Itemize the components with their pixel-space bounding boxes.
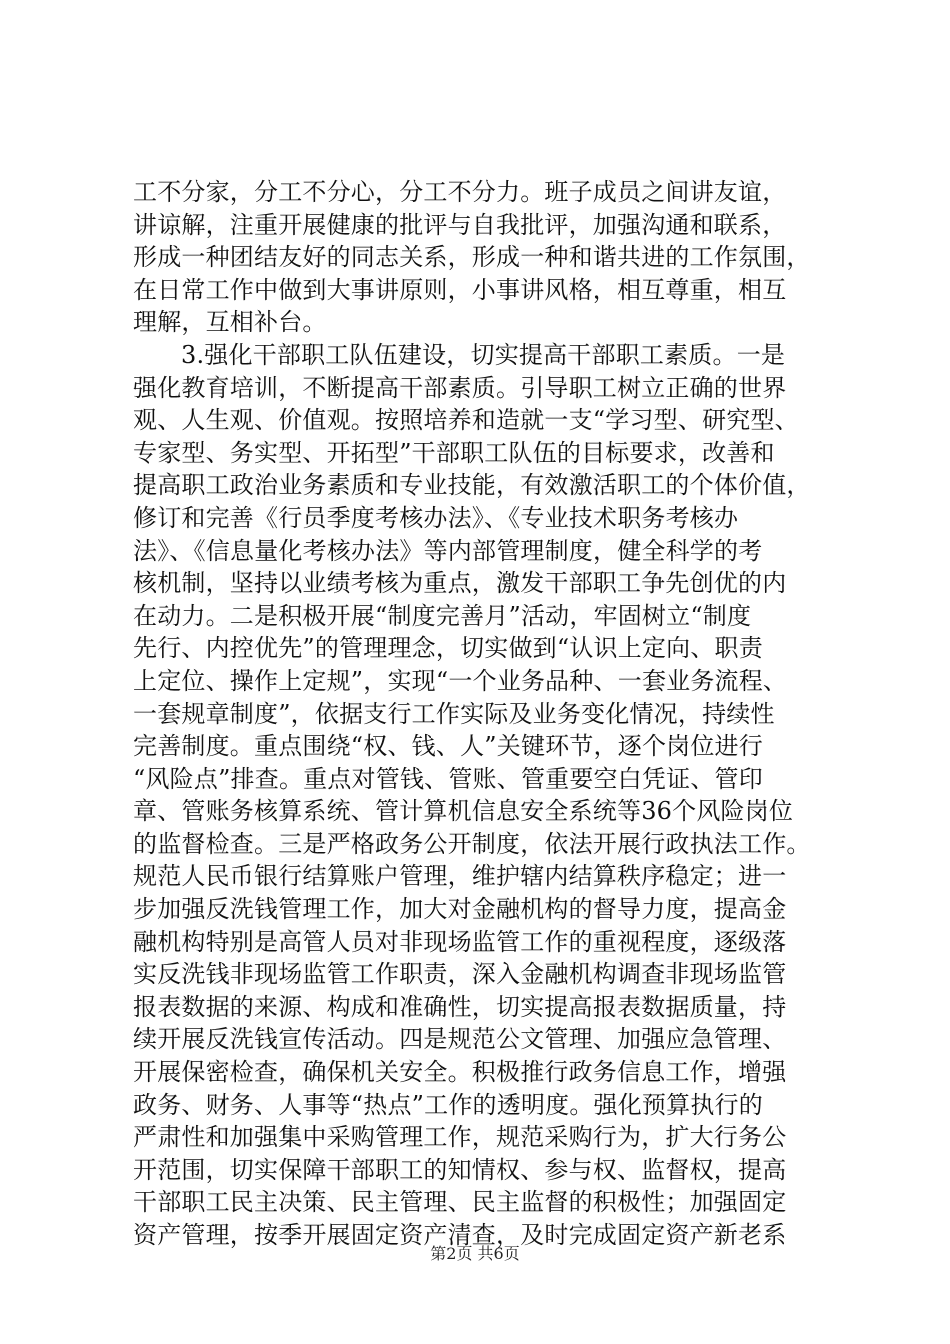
- text-line: 专家型、务实型、开拓型”干部职工队伍的目标要求，改善和: [133, 438, 775, 467]
- text-line: 在日常工作中做到大事讲原则，小事讲风格，相互尊重，相互: [133, 275, 787, 304]
- text-line: 形成一种团结友好的同志关系，形成一种和谐共进的工作氛围，: [133, 243, 811, 272]
- text-line: 规范人民币银行结算账户管理，维护辖内结算秩序稳定；进一: [133, 862, 787, 891]
- text-line: 上定位、操作上定规”，实现“一个业务品种、一套业务流程、: [133, 666, 788, 695]
- text-line: 在动力。二是积极开展“制度完善月”活动，牢固树立“制度: [133, 601, 752, 630]
- text-line: 干部职工民主决策、民主管理、民主监督的积极性；加强固定: [133, 1188, 787, 1217]
- text-line: 开范围，切实保障干部职工的知情权、参与权、监督权，提高: [133, 1155, 787, 1184]
- text-line: 核机制，坚持以业绩考核为重点，激发干部职工争先创优的内: [133, 569, 787, 598]
- text-line: 开展保密检查，确保机关安全。积极推行政务信息工作，增强: [133, 1058, 787, 1087]
- text-line: 严肃性和加强集中采购管理工作，规范采购行为，扩大行务公: [133, 1123, 787, 1152]
- text-line: 观、人生观、价值观。按照培养和造就一支“学习型、研究型、: [133, 406, 799, 435]
- text-line: 融机构特别是高管人员对非现场监管工作的重视程度，逐级落: [133, 927, 787, 956]
- text-line: 工不分家，分工不分心，分工不分力。班子成员之间讲友谊，: [133, 178, 787, 206]
- text-line: 章、管账务核算系统、管计算机信息安全系统等36个风险岗位: [133, 797, 794, 826]
- text-line: 完善制度。重点围绕“权、钱、人”关键环节，逐个岗位进行: [133, 732, 763, 761]
- page-number: 第2页 共6页: [430, 1244, 520, 1263]
- text-line: 先行、内控优先”的管理理念，切实做到“认识上定向、职责: [133, 634, 763, 663]
- text-line: 理解，互相补台。: [133, 308, 327, 337]
- text-line: 一套规章制度”，依据支行工作实际及业务变化情况，持续性: [133, 699, 775, 728]
- page-footer: [0, 1243, 950, 1265]
- text-line: 政务、财务、人事等“热点”工作的透明度。强化预算执行的: [133, 1090, 763, 1119]
- text-line: 步加强反洗钱管理工作，加大对金融机构的督导力度，提高金: [133, 895, 787, 924]
- body-text: [133, 176, 833, 1252]
- text-line: 的监督检查。三是严格政务公开制度，依法开展行政执法工作。: [133, 829, 811, 858]
- text-line: “风险点”排查。重点对管钱、管账、管重要空白凭证、管印: [133, 764, 763, 793]
- text-line: 续开展反洗钱宣传活动。四是规范公文管理、加强应急管理、: [133, 1025, 787, 1054]
- text-line: 修订和完善《行员季度考核办法》、《专业技术职务考核办: [133, 503, 739, 532]
- text-line: 提高职工政治业务素质和专业技能，有效激活职工的个体价值，: [133, 471, 811, 500]
- text-line: 法》、《信息量化考核办法》等内部管理制度，健全科学的考: [133, 536, 763, 565]
- text-line: 强化教育培训，不断提高干部素质。引导职工树立正确的世界: [133, 373, 787, 402]
- text-line: 资产管理，按季开展固定资产清查，及时完成固定资产新老系: [133, 1221, 787, 1249]
- text-line: 讲谅解，注重开展健康的批评与自我批评，加强沟通和联系，: [133, 210, 787, 239]
- text-line: 报表数据的来源、构成和准确性，切实提高报表数据质量，持: [133, 992, 787, 1021]
- paragraph-start-line: 3.强化干部职工队伍建设，切实提高干部职工素质。一是: [181, 340, 786, 369]
- text-line: 实反洗钱非现场监管工作职责，深入金融机构调查非现场监管: [133, 960, 787, 989]
